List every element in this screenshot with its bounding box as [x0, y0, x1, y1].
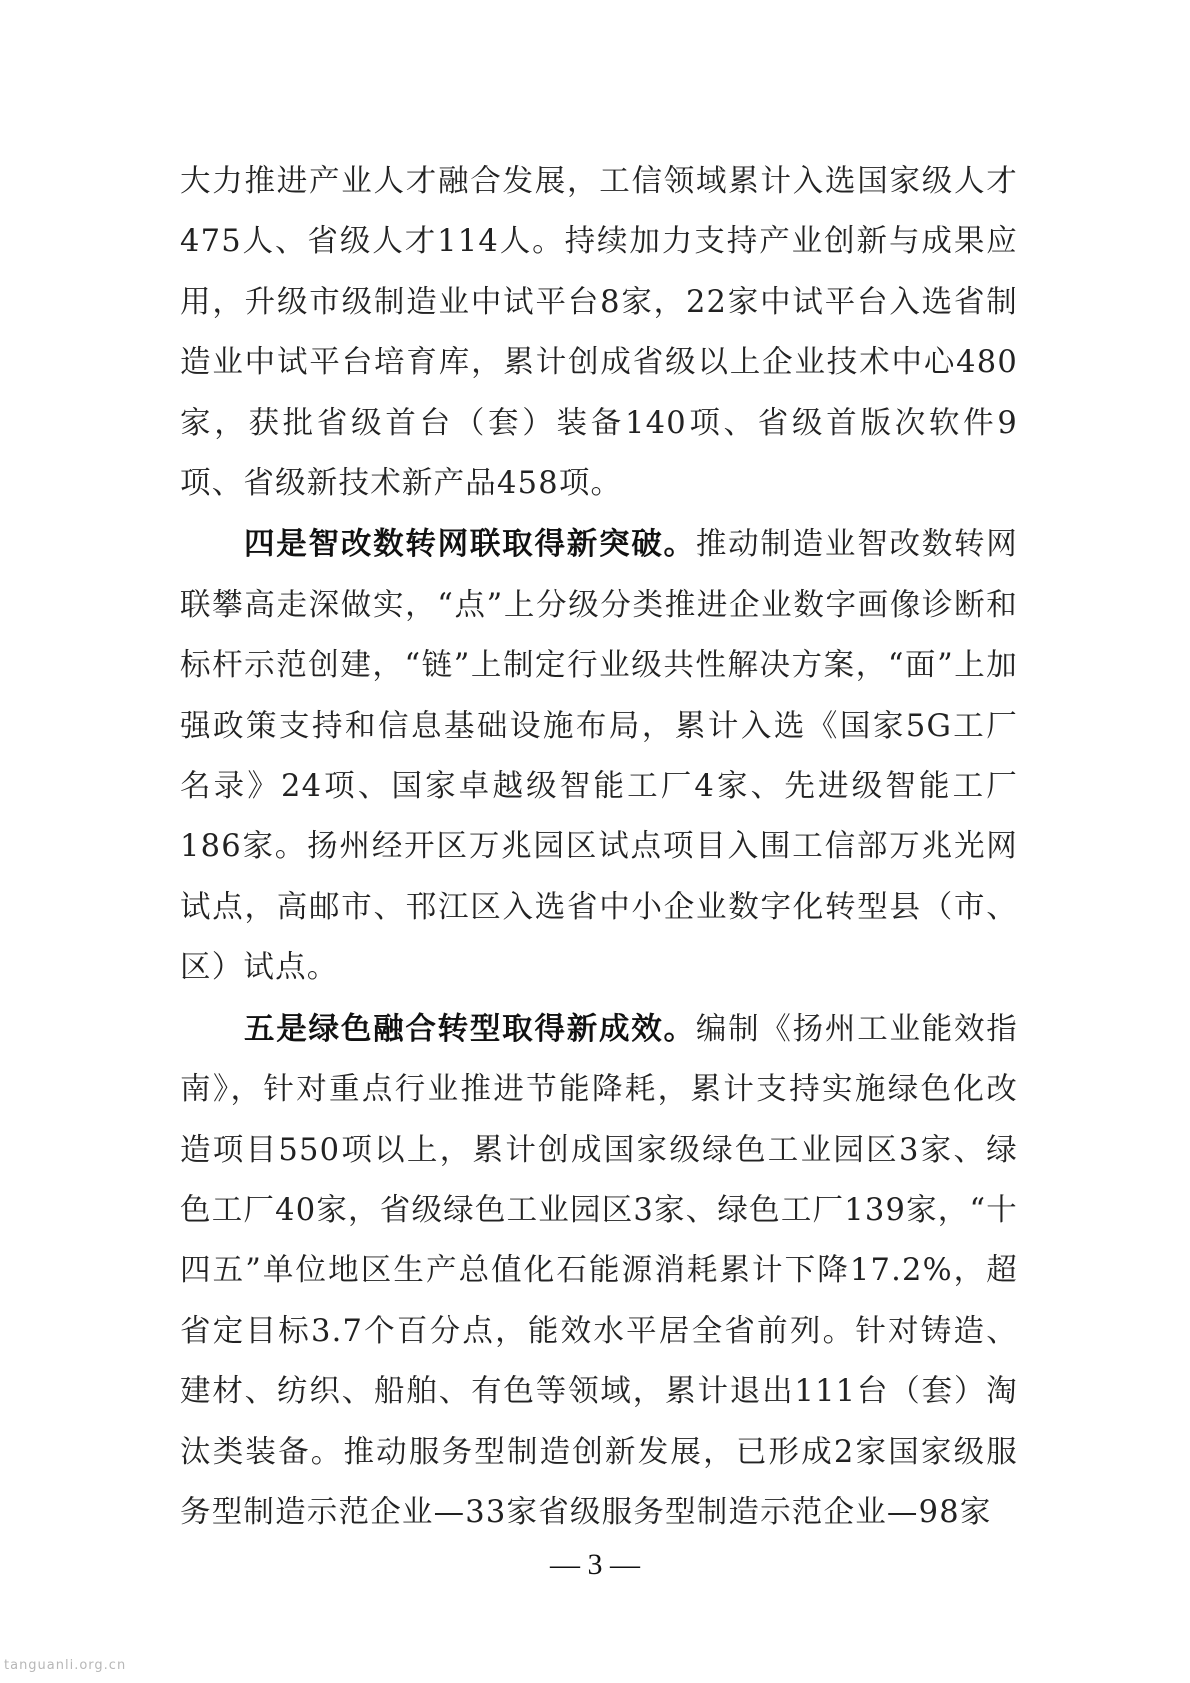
paragraph-text: 推动制造业智改数转网联攀高走深做实，“点”上分级分类推进企业数字画像诊断和标杆示范创建，“链”上制定行业级共性解决方案，“面”上加强政策支持和信息基础设施布局，累计入选《国家5G工厂名录》24项、国家卓越级智能工厂4家、先进级智能工厂186家。扬州经开区万兆园区试点项目入围工信部万兆光网试点，高邮市、邗江区入选省中小企业数字化转型县（市、区）试点。 — [180, 527, 1018, 986]
paragraph-green-transformation — [180, 999, 1018, 1544]
paragraph-heading: 四是智改数转网联取得新突破。 — [244, 526, 696, 563]
paragraph-digital-transformation — [180, 514, 1018, 998]
watermark: tanguanli.org.cn — [4, 1658, 127, 1673]
document-body — [180, 152, 1018, 1543]
paragraph-text: 大力推进产业人才融合发展，工信领域累计入选国家级人才475人、省级人才114人。持续加力支持产业创新与成果应用，升级市级制造业中试平台8家，22家中试平台入选省制造业中试平台培育库，累计创成省级以上企业技术中心480家，获批省级首台（套）装备140项、省级首版次软件9项、省级新技术新产品458项。 — [180, 164, 1018, 502]
paragraph-text: 编制《扬州工业能效指南》，针对重点行业推进节能降耗，累计支持实施绿色化改造项目550项以上，累计创成国家级绿色工业园区3家、绿色工厂40家，省级绿色工业园区3家、绿色工厂139家，“十四五”单位地区生产总值化石能源消耗累计下降17.2%，超省定目标3.7个百分点，能效水平居全省前列。针对铸造、建材、纺织、船舶、有色等领域，累计退出111台（套）淘汰类装备。推动服务型制造创新发展，已形成2家国家级服务型制造示范企业—33家省级服务型制造示范企业—98家 — [180, 1011, 1018, 1530]
paragraph-heading: 五是绿色融合转型取得新成效。 — [244, 1010, 696, 1047]
paragraph-talent — [180, 152, 1018, 514]
page-number: — 3 — — [550, 1548, 640, 1581]
